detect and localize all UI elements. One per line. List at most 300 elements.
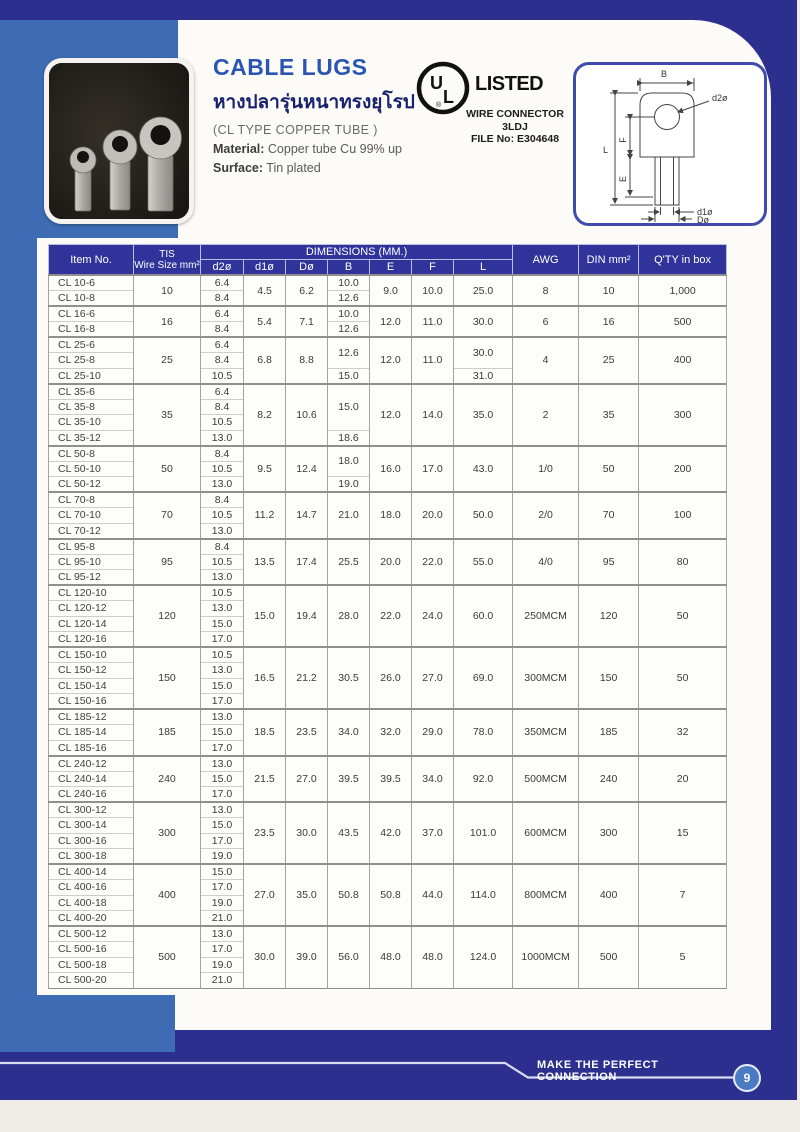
cell-D: 21.2: [286, 647, 328, 709]
cell-d1: 18.5: [244, 709, 286, 756]
cell-d2: 21.0: [201, 973, 244, 989]
col-header-dim: d1ø: [244, 260, 286, 276]
cell-item: CL 400-20: [49, 911, 134, 927]
cell-din: 185: [579, 709, 639, 756]
cell-f: 14.0: [412, 384, 454, 446]
spec-table: [48, 244, 727, 989]
cell-d1: 6.8: [244, 337, 286, 384]
table-row: [49, 802, 727, 818]
table-row: [49, 539, 727, 555]
cell-d1: 16.5: [244, 647, 286, 709]
cell-f: 34.0: [412, 756, 454, 803]
lug-drawing: [576, 65, 764, 223]
cell-b: 15.0: [328, 368, 370, 384]
cell-din: 50: [579, 446, 639, 493]
cell-awg: 350MCM: [513, 709, 579, 756]
col-header-dim: F: [412, 260, 454, 276]
ul-file-line: FILE No: E304648: [470, 133, 560, 145]
cell-d2: 17.0: [201, 694, 244, 710]
cell-item: CL 185-16: [49, 740, 134, 756]
cell-item: CL 16-8: [49, 322, 134, 338]
cell-e: 12.0: [370, 337, 412, 384]
cell-l: 69.0: [454, 647, 513, 709]
table-row: [49, 647, 727, 663]
cell-d1: 13.5: [244, 539, 286, 586]
cell-item: CL 400-14: [49, 864, 134, 880]
cell-b: 28.0: [328, 585, 370, 647]
cell-item: CL 95-8: [49, 539, 134, 555]
cell-b: 15.0: [328, 384, 370, 431]
cell-item: CL 70-10: [49, 508, 134, 524]
cell-d2: 15.0: [201, 616, 244, 632]
product-photo: [44, 58, 194, 224]
cell-item: CL 25-6: [49, 337, 134, 353]
cell-d1: 8.2: [244, 384, 286, 446]
cell-e: 39.5: [370, 756, 412, 803]
cell-d2: 21.0: [201, 911, 244, 927]
cell-item: CL 25-8: [49, 353, 134, 369]
spec-table-wrap: [48, 244, 727, 989]
cell-item: CL 500-18: [49, 957, 134, 973]
cell-item: CL 500-12: [49, 926, 134, 942]
cell-item: CL 500-16: [49, 942, 134, 958]
dim-label-d: Dø: [697, 215, 709, 223]
cell-qty: 5: [639, 926, 727, 988]
cell-awg: 600MCM: [513, 802, 579, 864]
tis-line1: TIS: [159, 248, 175, 260]
cell-d2: 15.0: [201, 864, 244, 880]
surface-line: [213, 161, 423, 175]
cell-d2: 8.4: [201, 539, 244, 555]
cell-b: 19.0: [328, 477, 370, 493]
cell-e: 26.0: [370, 647, 412, 709]
cell-f: 44.0: [412, 864, 454, 926]
cell-d2: 17.0: [201, 833, 244, 849]
cell-D: 8.8: [286, 337, 328, 384]
cell-qty: 7: [639, 864, 727, 926]
cell-l: 124.0: [454, 926, 513, 988]
cell-d2: 10.5: [201, 461, 244, 477]
cell-b: 25.5: [328, 539, 370, 586]
cell-tis: 10: [134, 275, 201, 306]
cell-item: CL 300-12: [49, 802, 134, 818]
cell-qty: 32: [639, 709, 727, 756]
cell-b: 56.0: [328, 926, 370, 988]
cell-item: CL 300-16: [49, 833, 134, 849]
cell-tis: 16: [134, 306, 201, 337]
cell-item: CL 95-10: [49, 554, 134, 570]
cell-item: CL 70-12: [49, 523, 134, 539]
cell-item: CL 50-10: [49, 461, 134, 477]
cell-din: 95: [579, 539, 639, 586]
cell-f: 20.0: [412, 492, 454, 539]
svg-text:L: L: [443, 87, 454, 107]
cell-d2: 13.0: [201, 477, 244, 493]
cell-din: 500: [579, 926, 639, 988]
cell-b: 34.0: [328, 709, 370, 756]
table-row: [49, 306, 727, 322]
dim-label-d1: d1ø: [697, 207, 713, 217]
cell-d2: 8.4: [201, 492, 244, 508]
cell-qty: 20: [639, 756, 727, 803]
cell-tis: 150: [134, 647, 201, 709]
cell-l: 55.0: [454, 539, 513, 586]
cell-din: 120: [579, 585, 639, 647]
cell-f: 11.0: [412, 306, 454, 337]
cell-d2: 13.0: [201, 926, 244, 942]
cell-item: CL 240-12: [49, 756, 134, 772]
cell-din: 300: [579, 802, 639, 864]
cell-tis: 35: [134, 384, 201, 446]
cell-e: 12.0: [370, 384, 412, 446]
cell-d2: 17.0: [201, 632, 244, 648]
cell-item: CL 10-6: [49, 275, 134, 291]
ul-model-line: 3LDJ: [502, 120, 528, 133]
cell-d2: 17.0: [201, 787, 244, 803]
cell-e: 42.0: [370, 802, 412, 864]
cell-d2: 15.0: [201, 771, 244, 787]
cell-tis: 50: [134, 446, 201, 493]
cell-b: 18.0: [328, 446, 370, 477]
cell-e: 22.0: [370, 585, 412, 647]
cell-tis: 25: [134, 337, 201, 384]
cell-item: CL 240-16: [49, 787, 134, 803]
cell-d2: 17.0: [201, 880, 244, 896]
cell-item: CL 150-12: [49, 663, 134, 679]
cell-e: 16.0: [370, 446, 412, 493]
col-header-dimensions: DIMENSIONS (MM.): [201, 245, 513, 260]
cell-tis: 70: [134, 492, 201, 539]
cell-l: 114.0: [454, 864, 513, 926]
cell-e: 32.0: [370, 709, 412, 756]
cell-d1: 21.5: [244, 756, 286, 803]
cell-item: CL 150-14: [49, 678, 134, 694]
cell-item: CL 50-8: [49, 446, 134, 462]
svg-text:®: ®: [436, 102, 442, 109]
cell-b: 10.0: [328, 306, 370, 322]
cell-D: 23.5: [286, 709, 328, 756]
cell-D: 6.2: [286, 275, 328, 306]
cell-item: CL 35-12: [49, 430, 134, 446]
cell-l: 30.0: [454, 337, 513, 368]
cell-d2: 17.0: [201, 740, 244, 756]
right-navy-band: [771, 0, 797, 1100]
cell-d2: 13.0: [201, 709, 244, 725]
cell-l: 78.0: [454, 709, 513, 756]
cell-d2: 8.4: [201, 353, 244, 369]
cell-e: 20.0: [370, 539, 412, 586]
col-header-tis: [134, 245, 201, 276]
blue-accent-strip: [0, 238, 37, 995]
table-row: [49, 756, 727, 772]
dim-label-b: B: [660, 69, 668, 79]
cell-l: 25.0: [454, 275, 513, 306]
cell-awg: 6: [513, 306, 579, 337]
cell-d1: 11.2: [244, 492, 286, 539]
cell-din: 70: [579, 492, 639, 539]
cell-awg: 4/0: [513, 539, 579, 586]
cell-qty: 50: [639, 647, 727, 709]
cell-qty: 400: [639, 337, 727, 384]
cell-d1: 30.0: [244, 926, 286, 988]
cell-qty: 300: [639, 384, 727, 446]
cell-awg: 2: [513, 384, 579, 446]
cell-item: CL 16-6: [49, 306, 134, 322]
cell-d2: 8.4: [201, 291, 244, 307]
cell-b: 50.8: [328, 864, 370, 926]
table-row: [49, 492, 727, 508]
cell-d2: 13.0: [201, 756, 244, 772]
cell-d2: 15.0: [201, 725, 244, 741]
cell-e: 18.0: [370, 492, 412, 539]
cable-lugs-image: [49, 63, 189, 219]
cell-d2: 13.0: [201, 430, 244, 446]
cell-d1: 5.4: [244, 306, 286, 337]
material-line: [213, 142, 423, 156]
cell-b: 12.6: [328, 337, 370, 368]
cell-qty: 500: [639, 306, 727, 337]
cell-item: CL 150-10: [49, 647, 134, 663]
cell-D: 27.0: [286, 756, 328, 803]
ul-connector-line: WIRE CONNECTOR: [466, 108, 564, 120]
page-number-badge: 9: [733, 1064, 761, 1092]
cell-d2: 17.0: [201, 942, 244, 958]
col-header-item: Item No.: [49, 245, 134, 276]
cell-din: 400: [579, 864, 639, 926]
cell-D: 7.1: [286, 306, 328, 337]
cell-b: 18.6: [328, 430, 370, 446]
cell-awg: 2/0: [513, 492, 579, 539]
col-header-awg: AWG: [513, 245, 579, 276]
cell-l: 50.0: [454, 492, 513, 539]
cell-d2: 19.0: [201, 957, 244, 973]
cell-d2: 15.0: [201, 818, 244, 834]
cell-d2: 8.4: [201, 322, 244, 338]
col-header-dim: B: [328, 260, 370, 276]
cell-D: 10.6: [286, 384, 328, 446]
cell-e: 9.0: [370, 275, 412, 306]
material-label: Material:: [213, 142, 265, 156]
cell-f: 37.0: [412, 802, 454, 864]
cell-d2: 10.5: [201, 585, 244, 601]
dim-label-l: L: [603, 145, 609, 155]
cell-tis: 185: [134, 709, 201, 756]
cell-qty: 50: [639, 585, 727, 647]
cell-D: 12.4: [286, 446, 328, 493]
cell-D: 39.0: [286, 926, 328, 988]
cell-item: CL 25-10: [49, 368, 134, 384]
table-row: [49, 926, 727, 942]
cell-f: 11.0: [412, 337, 454, 384]
cell-e: 48.0: [370, 926, 412, 988]
col-header-dim: E: [370, 260, 412, 276]
cell-qty: 200: [639, 446, 727, 493]
cell-d2: 15.0: [201, 678, 244, 694]
cell-item: CL 300-14: [49, 818, 134, 834]
material-value: Copper tube Cu 99% up: [267, 142, 403, 156]
cell-d1: 9.5: [244, 446, 286, 493]
cell-d2: 13.0: [201, 601, 244, 617]
cell-tis: 400: [134, 864, 201, 926]
cell-d1: 15.0: [244, 585, 286, 647]
ul-listed-label: LISTED: [475, 73, 544, 95]
col-header-dim: d2ø: [201, 260, 244, 276]
col-header-dim: L: [454, 260, 513, 276]
dimension-diagram: [573, 62, 767, 226]
cell-b: 12.6: [328, 291, 370, 307]
cell-d2: 8.4: [201, 446, 244, 462]
cell-l: 30.0: [454, 306, 513, 337]
cell-d2: 10.5: [201, 554, 244, 570]
blue-accent-bottom: [0, 995, 175, 1052]
cell-item: CL 150-16: [49, 694, 134, 710]
cell-d2: 10.5: [201, 368, 244, 384]
cell-item: CL 185-14: [49, 725, 134, 741]
cell-tis: 240: [134, 756, 201, 803]
cell-din: 10: [579, 275, 639, 306]
page-title: CABLE LUGS: [213, 54, 368, 80]
svg-text:U: U: [430, 73, 443, 93]
cell-d2: 10.5: [201, 508, 244, 524]
cell-b: 12.6: [328, 322, 370, 338]
cell-din: 150: [579, 647, 639, 709]
cell-l: 43.0: [454, 446, 513, 493]
cell-f: 22.0: [412, 539, 454, 586]
cell-D: 17.4: [286, 539, 328, 586]
cell-d2: 6.4: [201, 384, 244, 400]
cell-tis: 300: [134, 802, 201, 864]
header-block: [213, 54, 423, 175]
cell-tis: 500: [134, 926, 201, 988]
header-row: [49, 245, 727, 260]
cell-item: CL 120-12: [49, 601, 134, 617]
cell-awg: 500MCM: [513, 756, 579, 803]
cell-item: CL 120-14: [49, 616, 134, 632]
cell-l: 31.0: [454, 368, 513, 384]
cell-b: 39.5: [328, 756, 370, 803]
cell-awg: 800MCM: [513, 864, 579, 926]
table-row: [49, 275, 727, 291]
cell-d1: 23.5: [244, 802, 286, 864]
cell-d2: 10.5: [201, 415, 244, 431]
cell-tis: 120: [134, 585, 201, 647]
dim-label-d2: d2ø: [712, 93, 728, 103]
cell-f: 24.0: [412, 585, 454, 647]
cell-b: 10.0: [328, 275, 370, 291]
cell-item: CL 50-12: [49, 477, 134, 493]
surface-label: Surface:: [213, 161, 264, 175]
cell-f: 17.0: [412, 446, 454, 493]
cell-awg: 300MCM: [513, 647, 579, 709]
surface-value: Tin plated: [266, 161, 321, 175]
cell-e: 12.0: [370, 306, 412, 337]
dim-label-e: E: [618, 175, 628, 183]
cell-l: 60.0: [454, 585, 513, 647]
cell-qty: 80: [639, 539, 727, 586]
cell-d2: 6.4: [201, 306, 244, 322]
cell-f: 29.0: [412, 709, 454, 756]
cell-f: 27.0: [412, 647, 454, 709]
cell-qty: 1,000: [639, 275, 727, 306]
cell-d2: 6.4: [201, 275, 244, 291]
cell-d2: 19.0: [201, 895, 244, 911]
cell-awg: 250MCM: [513, 585, 579, 647]
cell-item: CL 300-18: [49, 849, 134, 865]
col-header-qty: Q'TY in box: [639, 245, 727, 276]
cell-d1: 4.5: [244, 275, 286, 306]
top-navy-bar: [0, 0, 797, 20]
cell-tis: 95: [134, 539, 201, 586]
cell-D: 19.4: [286, 585, 328, 647]
cell-din: 25: [579, 337, 639, 384]
tis-line2: Wire Size mm²: [134, 259, 200, 271]
table-row: [49, 585, 727, 601]
cell-l: 35.0: [454, 384, 513, 446]
cell-d1: 27.0: [244, 864, 286, 926]
cell-D: 35.0: [286, 864, 328, 926]
cell-din: 16: [579, 306, 639, 337]
cell-awg: 1/0: [513, 446, 579, 493]
cell-din: 35: [579, 384, 639, 446]
cell-d2: 6.4: [201, 337, 244, 353]
cell-awg: 4: [513, 337, 579, 384]
col-header-dim: Dø: [286, 260, 328, 276]
cell-l: 101.0: [454, 802, 513, 864]
cell-d2: 10.5: [201, 647, 244, 663]
table-row: [49, 864, 727, 880]
cell-D: 14.7: [286, 492, 328, 539]
cell-item: CL 95-12: [49, 570, 134, 586]
cell-awg: 1000MCM: [513, 926, 579, 988]
cell-item: CL 240-14: [49, 771, 134, 787]
type-subtitle: (CL TYPE COPPER TUBE ): [213, 123, 378, 137]
cell-e: 50.8: [370, 864, 412, 926]
thai-subtitle: หางปลารุ่นหนาทรงยุโรป: [213, 92, 415, 113]
cell-item: CL 500-20: [49, 973, 134, 989]
cell-d2: 13.0: [201, 570, 244, 586]
cell-item: CL 70-8: [49, 492, 134, 508]
cell-d2: 19.0: [201, 849, 244, 865]
cell-item: CL 120-10: [49, 585, 134, 601]
cell-din: 240: [579, 756, 639, 803]
cell-item: CL 35-6: [49, 384, 134, 400]
table-row: [49, 337, 727, 353]
cell-item: CL 185-12: [49, 709, 134, 725]
cell-awg: 8: [513, 275, 579, 306]
cell-item: CL 400-18: [49, 895, 134, 911]
cell-b: 30.5: [328, 647, 370, 709]
cell-qty: 15: [639, 802, 727, 864]
cell-l: 92.0: [454, 756, 513, 803]
cell-qty: 100: [639, 492, 727, 539]
cell-item: CL 120-16: [49, 632, 134, 648]
cell-item: CL 35-10: [49, 415, 134, 431]
cell-D: 30.0: [286, 802, 328, 864]
table-row: [49, 709, 727, 725]
cell-d2: 13.0: [201, 523, 244, 539]
table-row: [49, 384, 727, 400]
cell-item: CL 400-16: [49, 880, 134, 896]
table-row: [49, 446, 727, 462]
cell-f: 48.0: [412, 926, 454, 988]
cell-d2: 13.0: [201, 802, 244, 818]
dim-label-f: F: [618, 137, 628, 143]
cell-d2: 13.0: [201, 663, 244, 679]
cell-d2: 8.4: [201, 399, 244, 415]
cell-b: 43.5: [328, 802, 370, 864]
ul-cert-lines: [453, 108, 577, 146]
col-header-din: DIN mm²: [579, 245, 639, 276]
